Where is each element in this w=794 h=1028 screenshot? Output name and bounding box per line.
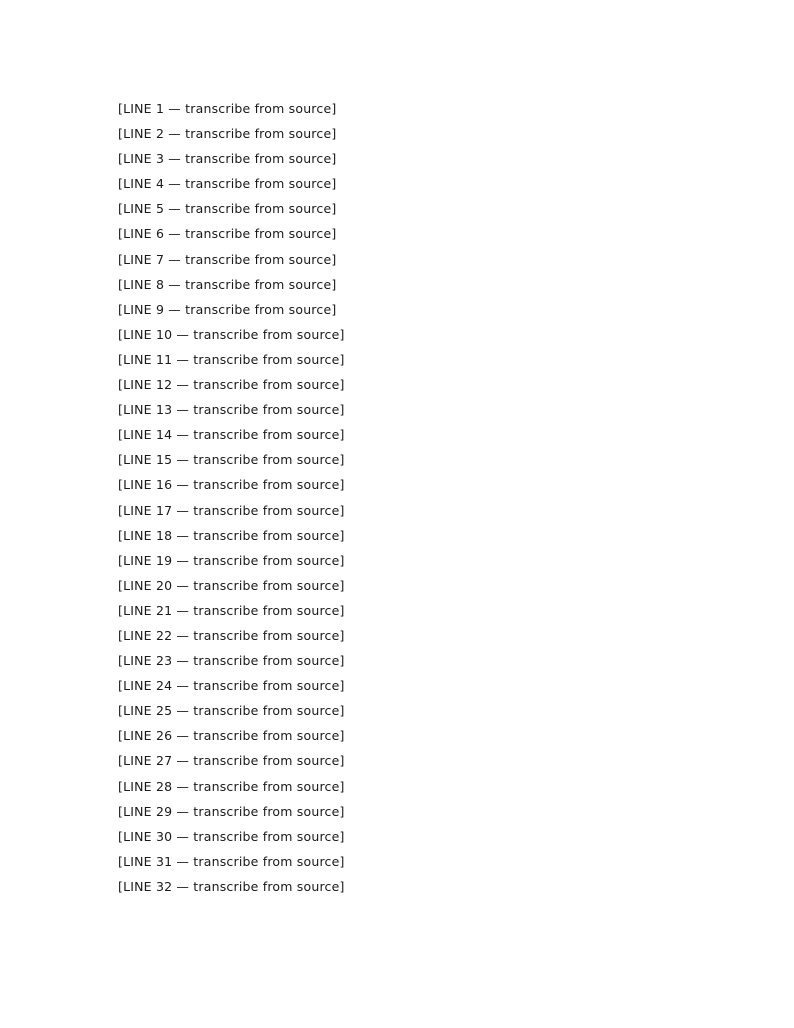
text-line: [LINE 25 — transcribe from source] (118, 703, 345, 719)
text-line: [LINE 19 — transcribe from source] (118, 552, 345, 568)
text-line: [LINE 21 — transcribe from source] (118, 602, 345, 618)
text-line: [LINE 27 — transcribe from source] (118, 753, 345, 769)
text-line: [LINE 8 — transcribe from source] (118, 276, 337, 292)
text-line: [LINE 17 — transcribe from source] (118, 502, 345, 518)
text-line: [LINE 11 — transcribe from source] (118, 351, 345, 367)
text-line: [LINE 12 — transcribe from source] (118, 377, 345, 393)
text-line: [LINE 29 — transcribe from source] (118, 803, 345, 819)
text-line: [LINE 5 — transcribe from source] (118, 201, 337, 217)
text-line: [LINE 1 — transcribe from source] (118, 101, 337, 116)
text-line: [LINE 32 — transcribe from source] (118, 878, 345, 894)
text-line: [LINE 6 — transcribe from source] (118, 226, 337, 242)
text-line: [LINE 10 — transcribe from source] (118, 326, 345, 342)
text-line: [LINE 4 — transcribe from source] (118, 176, 337, 192)
text-line: [LINE 7 — transcribe from source] (118, 251, 337, 267)
text-line: [LINE 3 — transcribe from source] (118, 151, 337, 167)
text-line: [LINE 14 — transcribe from source] (118, 427, 345, 443)
text-line: [LINE 28 — transcribe from source] (118, 778, 345, 794)
text-line: [LINE 15 — transcribe from source] (118, 452, 345, 468)
text-line: [LINE 30 — transcribe from source] (118, 828, 345, 844)
text-line: [LINE 23 — transcribe from source] (118, 653, 345, 669)
text-line: [LINE 2 — transcribe from source] (118, 126, 337, 142)
text-line: [LINE 26 — transcribe from source] (118, 728, 345, 744)
text-line: [LINE 16 — transcribe from source] (118, 477, 345, 493)
garbled-text-paragraph (118, 96, 678, 899)
text-line: [LINE 24 — transcribe from source] (118, 678, 345, 694)
text-line: [LINE 20 — transcribe from source] (118, 577, 345, 593)
text-line: [LINE 18 — transcribe from source] (118, 527, 345, 543)
text-line: [LINE 13 — transcribe from source] (118, 402, 345, 418)
text-line: [LINE 22 — transcribe from source] (118, 627, 345, 643)
text-line: [LINE 9 — transcribe from source] (118, 301, 337, 317)
text-line: [LINE 31 — transcribe from source] (118, 853, 345, 869)
